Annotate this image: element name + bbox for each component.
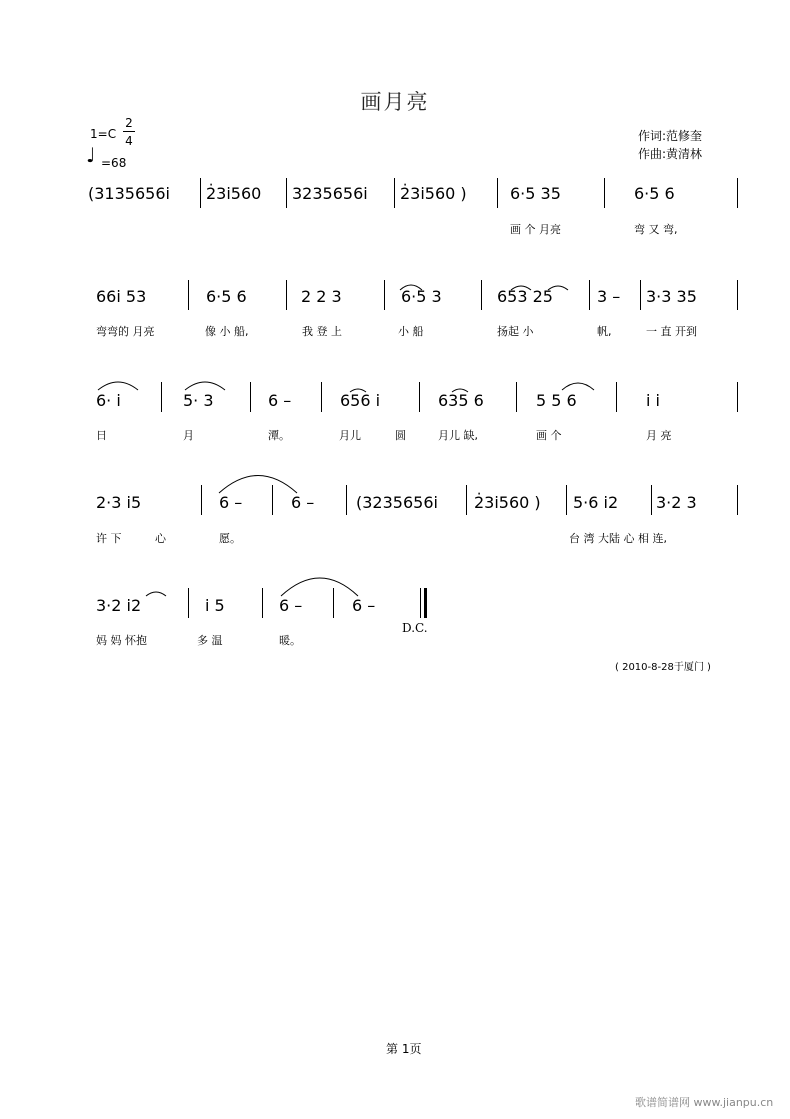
watermark: 歌谱简谱网 www.jianpu.cn (635, 1096, 774, 1109)
slur (281, 578, 358, 596)
lyric: 心 (155, 532, 166, 545)
slur (511, 286, 531, 290)
note-group: 3·2 i2 (96, 596, 142, 615)
note-group: 3235656i (292, 184, 368, 203)
lyric: 妈 妈 怀抱 (96, 634, 147, 647)
lyric: 暖。 (279, 634, 301, 647)
lyric: 日 (96, 429, 107, 442)
note-group: 2·3 i5 (96, 493, 142, 512)
lyric: 画 个 (536, 429, 562, 442)
slur (400, 285, 422, 290)
slur (548, 286, 568, 290)
lyric: 圆 (395, 429, 406, 442)
lyricist-credit: 作词:范修奎 (638, 129, 703, 143)
lyric: 一 直 开到 (646, 325, 697, 338)
note-group: 5 5 6 (536, 391, 577, 410)
lyric: 月 (183, 429, 194, 442)
slur (350, 389, 366, 392)
quarter-note-icon: ♩ (86, 143, 96, 167)
note-group: 2 2 3 (301, 287, 342, 306)
dc-marking: D.C. (402, 621, 428, 635)
lyric: 画 个 月亮 (510, 223, 561, 236)
lyric: 多 温 (197, 634, 223, 647)
note-group: 6 – (291, 493, 315, 512)
slur (98, 382, 138, 390)
slur (146, 592, 166, 596)
note-group: 6 – (268, 391, 292, 410)
slur (219, 476, 297, 494)
time-numerator: 2 (125, 116, 133, 130)
note-group: 6 – (352, 596, 376, 615)
tempo-marking: =68 (101, 156, 127, 170)
lyric: 潭。 (268, 429, 290, 442)
lyric: 我 登 上 (302, 325, 342, 338)
lyric: 弯弯的 月亮 (96, 325, 155, 338)
note-group: 2̇3i560 (206, 184, 262, 203)
slur (562, 383, 594, 390)
lyric: 台 湾 大陆 心 相 连, (569, 532, 667, 545)
note-group: (3235656i (356, 493, 438, 512)
slur (452, 389, 468, 392)
lyric: 帆, (597, 325, 612, 338)
note-group: (3135656i (88, 184, 170, 203)
note-group: 6·5 6 (634, 184, 675, 203)
lyric: 像 小 船, (205, 325, 249, 338)
note-group: 5· 3 (183, 391, 214, 410)
note-group: 66i 53 (96, 287, 147, 306)
lyric: 扬起 小 (497, 325, 534, 338)
date-note: ( 2010-8-28于厦门 ) (615, 662, 711, 673)
note-group: i 5 (205, 596, 225, 615)
song-title: 画月亮 (360, 90, 430, 114)
note-group: 2̇3i560 ) (400, 184, 467, 203)
lyric: 愿。 (219, 532, 241, 545)
note-group: 6 – (279, 596, 303, 615)
note-group: 6· i (96, 391, 121, 410)
slur (185, 382, 225, 390)
lyric: 许 下 (96, 532, 122, 545)
note-group: 5·6 i2 (573, 493, 619, 512)
note-group: 3 – (597, 287, 621, 306)
note-group: 6·5 3 (401, 287, 442, 306)
page-number: 第 1页 (386, 1042, 422, 1056)
lyric: 月 亮 (646, 429, 672, 442)
lyric: 月儿 缺, (438, 429, 478, 442)
note-group: 2̇3i560 ) (474, 493, 541, 512)
note-group: 3·3 35 (646, 287, 697, 306)
note-group: i i (646, 391, 660, 410)
lyric: 月儿 (339, 429, 361, 442)
note-group: 6 – (219, 493, 243, 512)
note-group: 635 6 (438, 391, 484, 410)
key-signature: 1=C (90, 127, 117, 141)
lyric: 小 船 (398, 325, 424, 338)
note-group: 656 i (340, 391, 381, 410)
note-group: 6·5 6 (206, 287, 247, 306)
note-group: 6·5 35 (510, 184, 561, 203)
composer-credit: 作曲:黄清林 (638, 147, 703, 161)
note-group: 3·2 3 (656, 493, 697, 512)
lyric: 弯 又 弯, (634, 223, 678, 236)
time-denominator: 4 (125, 134, 133, 148)
note-group: 653 25 (497, 287, 553, 306)
